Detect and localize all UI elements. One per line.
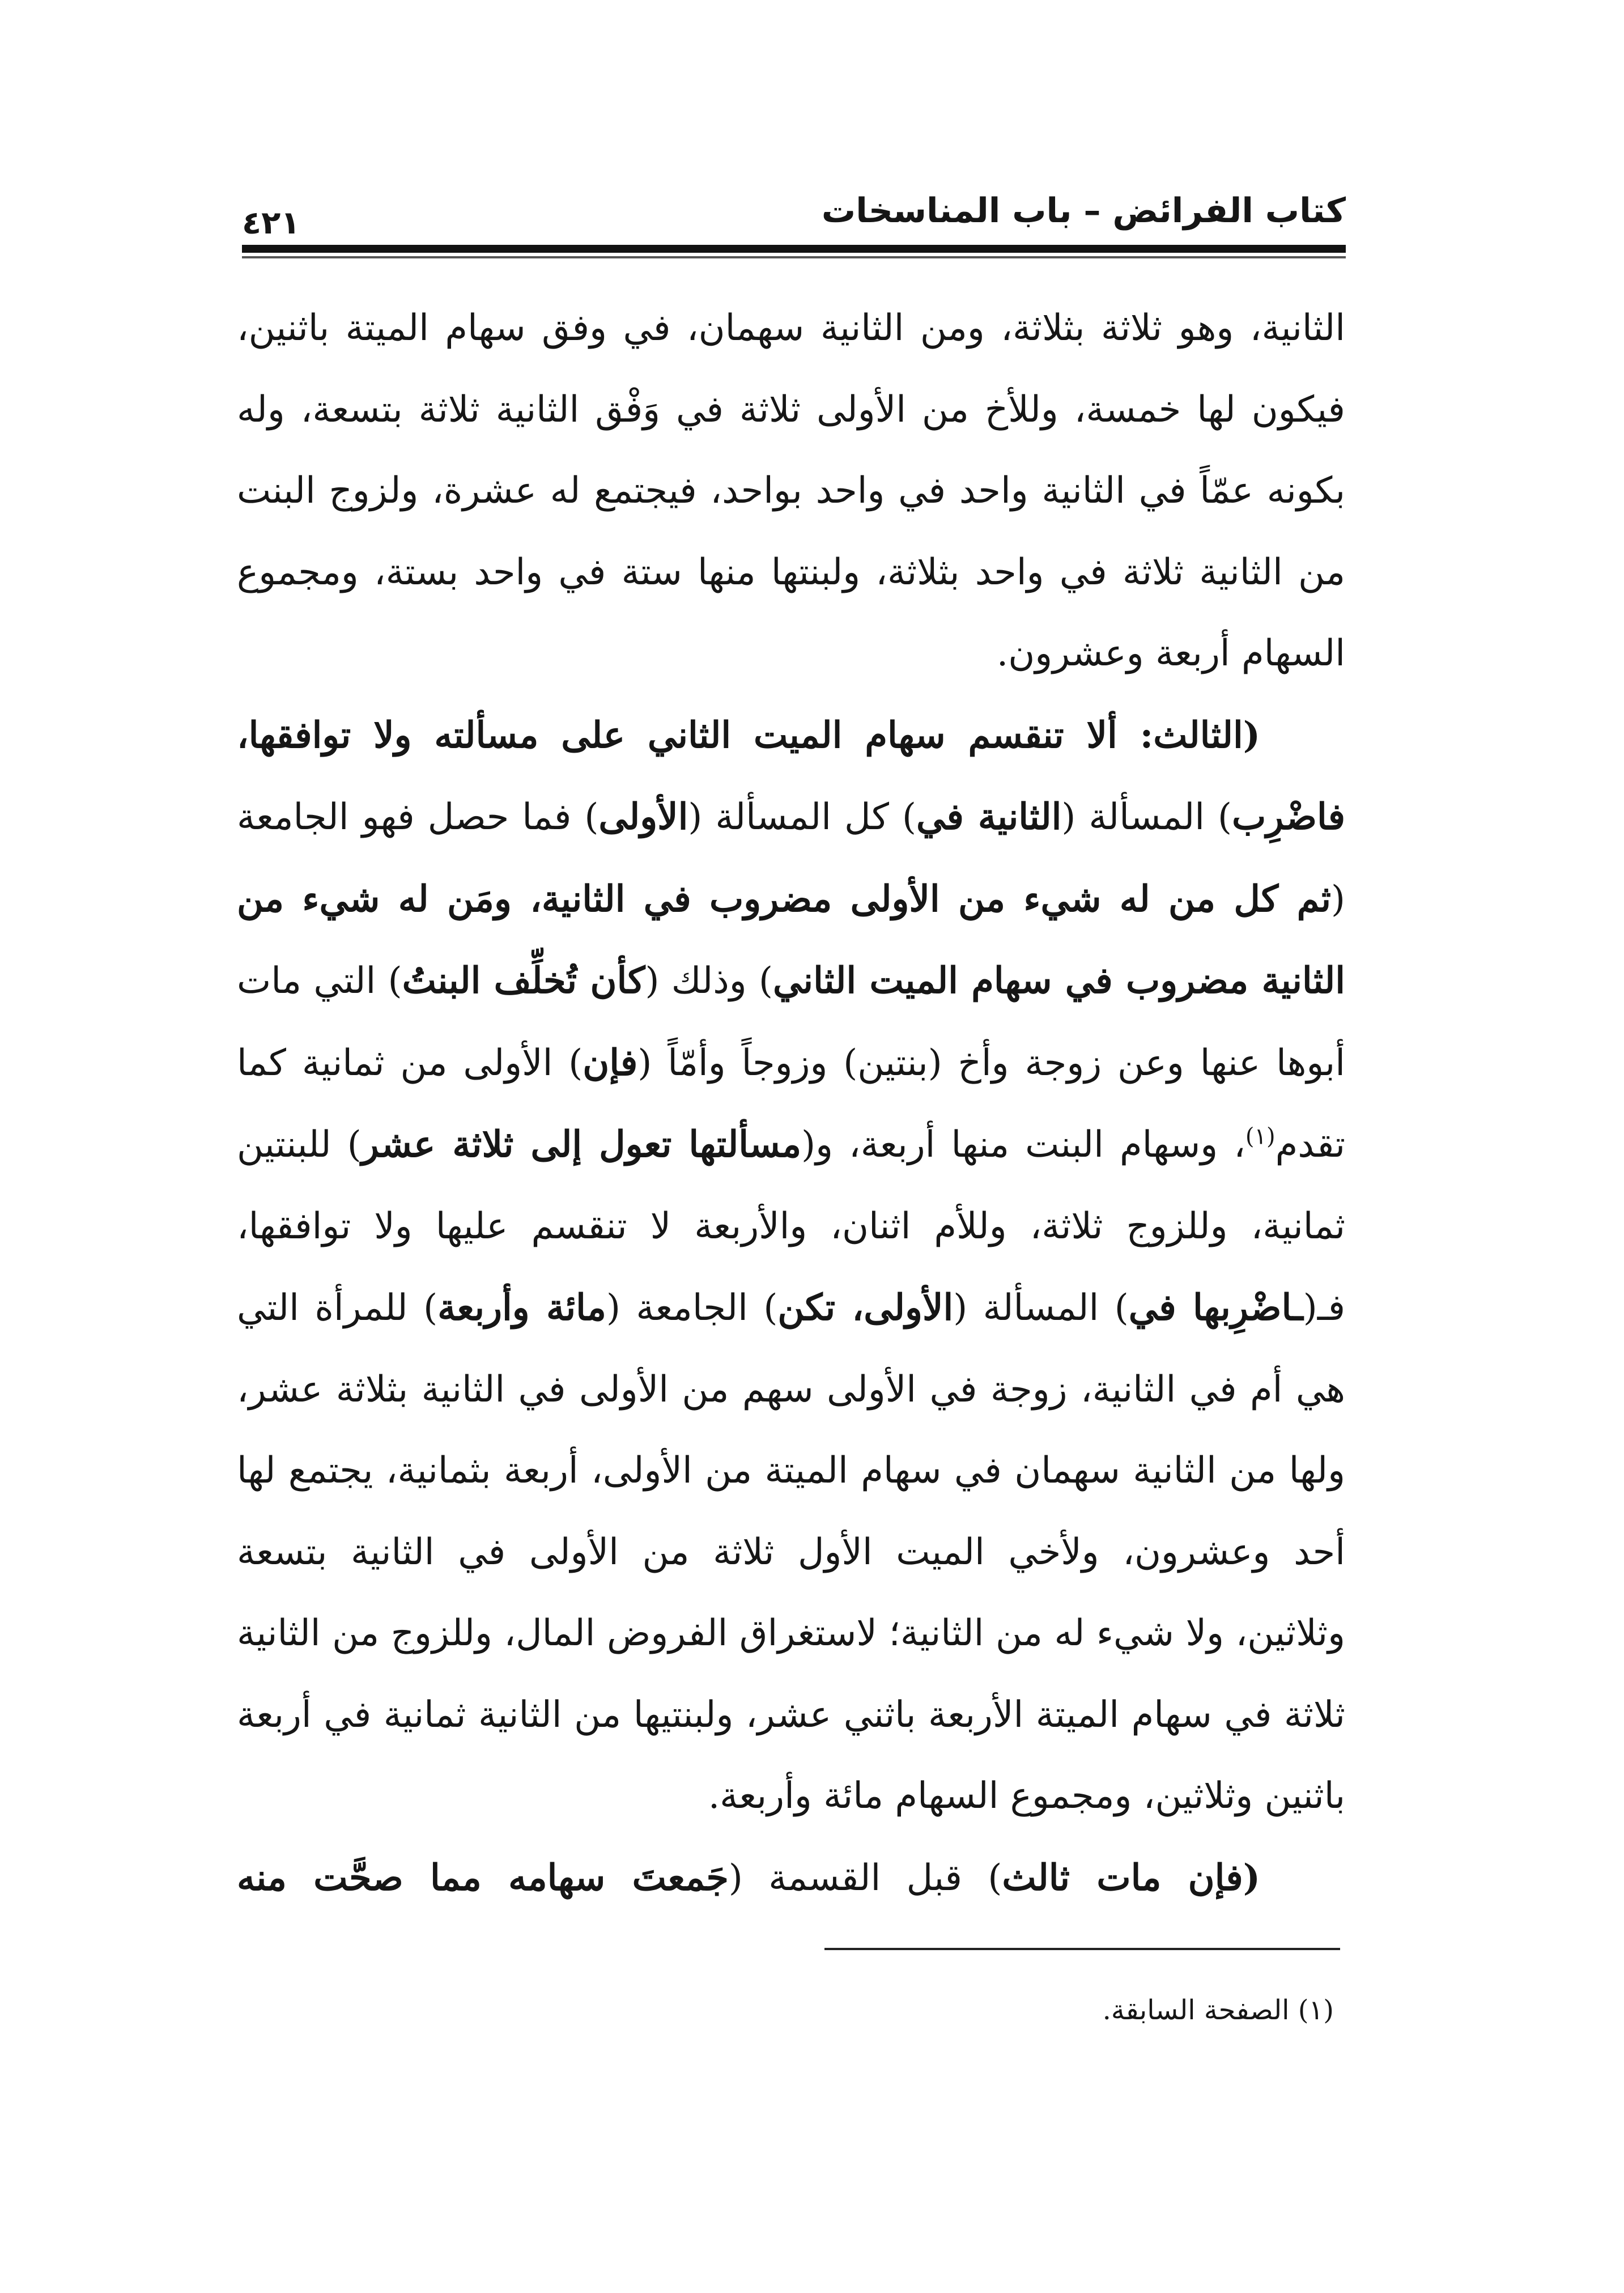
sharh-text-segment: ) فما حصل فهو الجامعة (: [237, 796, 1345, 920]
footnote-rule: [824, 1948, 1340, 1950]
sharh-text-segment: ) للمرأة التي هي أم في الثانية، زوجة في الأولى سهم من الأولى في الثانية بثلاثة عشر، ولها من الثانية سهمان في سهام الميتة من الأولى، أربعة بثمانية، يجتمع لها أحد وعشرون، ولأخي الميت الأول ثلاثة من الأولى في الثانية بتسعة وثلاثين، ولا شيء له من الثانية؛ لاستغراق الفروض المال، وللزوج من الثانية ثلاثة في سهام الميتة الأربعة باثني عشر، ولبنتيها من الثانية ثمانية في أربعة باثنين وثلاثين، ومجموع السهام مائة وأربعة.: [237, 1287, 1346, 1817]
sharh-text-segment: ) الأولى من ثمانية كما تقدم: [237, 1042, 1346, 1166]
running-header-title: كتاب الفرائض – باب المناسخات: [821, 191, 1346, 231]
matn-text-segment: الثانية في: [916, 796, 1062, 838]
footnote-reference: (١): [1245, 1123, 1276, 1150]
matn-text-segment: مسألتها تعول إلى ثلاثة عشر: [361, 1123, 802, 1166]
footnote-1: [237, 1990, 1345, 2030]
sharh-text-segment: ) قبل القسمة (: [728, 1857, 1002, 1899]
paragraph-3: [237, 1837, 1345, 1920]
matn-text-segment: جَمعتَ سهامه مما صحَّت منه: [237, 1856, 729, 1899]
sharh-text-segment: ، وسهام البنت منها أربعة، و(: [801, 1124, 1245, 1166]
matn-text-segment: الأولى، تكن: [777, 1286, 954, 1329]
sharh-text-segment: ) كل المسألة (: [688, 796, 916, 838]
matn-text-segment: كأن تُخلِّف البنتُ: [402, 959, 645, 1002]
matn-text-segment: مائة وأربعة: [437, 1286, 606, 1329]
sharh-text-segment: ) للبنتين ثمانية، وللزوج ثلاثة، وللأم اثنان، والأربعة لا تنقسم عليها ولا توافقها، فـ(: [237, 1124, 1346, 1329]
sharh-text-segment: ) الجامعة (: [606, 1287, 778, 1329]
matn-text-segment: ألا تنقسم سهام الميت الثاني على مسألته ولا توافقها، فاضْرِب: [237, 714, 1346, 838]
matn-text-segment: (الثالث:: [1117, 714, 1261, 757]
body-text: [237, 288, 1345, 1919]
sharh-text-segment: ) المسألة (: [1061, 796, 1232, 838]
running-header: [242, 182, 1346, 241]
matn-text-segment: فإن: [583, 1041, 638, 1084]
header-rule-thin: [242, 256, 1346, 258]
page-number: ٤٢١: [242, 205, 300, 241]
matn-text-segment: ـاضْرِبها في: [1128, 1286, 1303, 1329]
sharh-text-segment: ) المسألة (: [953, 1287, 1129, 1329]
paragraph-1: [237, 288, 1345, 695]
footnote-text: الصفحة السابقة.: [1102, 1994, 1290, 2026]
sharh-text-segment: الثانية، وهو ثلاثة بثلاثة، ومن الثانية سهمان، في وفق سهام الميتة باثنين، فيكون لها خمسة، وللأخ من الأولى ثلاثة في وَفْق الثانية ثلاثة بتسعة، وله بكونه عمّاً في الثانية واحد في واحد بواحد، فيجتمع له عشرة، ولزوج البنت من الثانية ثلاثة في واحد بثلاثة، ولبنتها منها ستة في واحد بستة، ومجموع السهام أربعة وعشرون.: [237, 307, 1345, 674]
matn-text-segment: ثم كل من له شيء من الأولى مضروب في الثانية، ومَن له شيء من الثانية مضروب في سهام الميت الثاني: [237, 877, 1345, 1002]
header-rule: [242, 245, 1346, 253]
matn-text-segment: (فإن مات ثالث: [1002, 1856, 1261, 1899]
matn-text-segment: الأولى: [598, 796, 688, 838]
footnote-marker: (١): [1298, 1994, 1334, 2026]
sharh-text-segment: ) وذلك (: [645, 960, 773, 1002]
footnotes: [237, 1990, 1345, 2030]
sharh-text-segment: ) التي مات أبوها عنها وعن زوجة وأخ (بنتين) وزوجاً وأمّاً (: [237, 960, 1346, 1084]
paragraph-2: [237, 695, 1345, 1837]
